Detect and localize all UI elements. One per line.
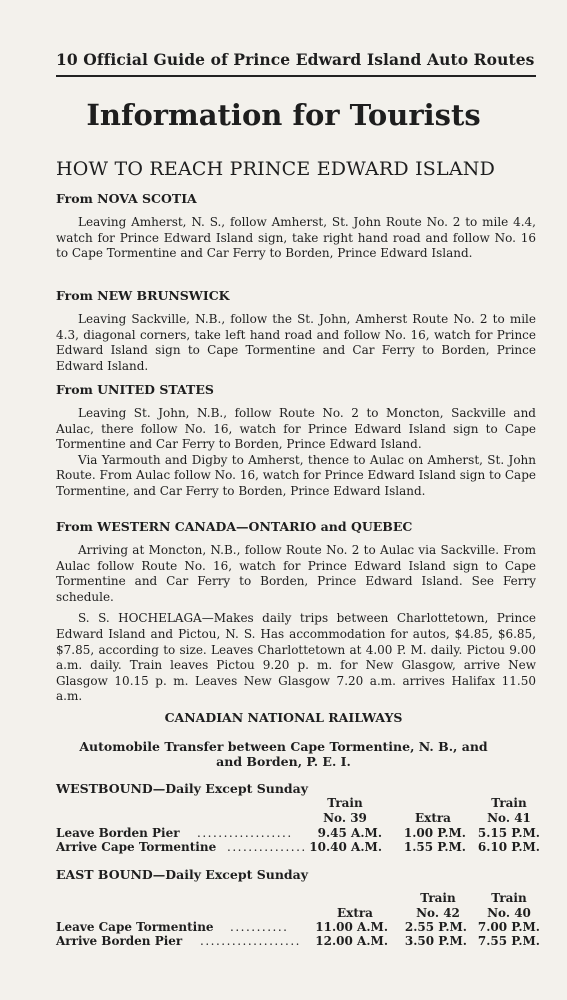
paragraph: Leaving Amherst, N. S., follow Amherst, St. John Route No. 2 to mile 4.4, watch for Prince Edward Island sign, take right hand road and follow No. 16 to Cape Tormentine and Car Ferry to Borden, Prince Edward Island. [56,215,536,261]
header-rule [56,75,536,77]
paragraph: Arriving at Moncton, N.B., follow Route No. 2 to Aulac via Sackville. From Aulac follow Route No. 16, watch for Prince Edward Island sign to Cape Tormentine and Car Ferry to Borden, Prince Edward Island. See Ferry schedule. [56,543,536,604]
time-cell: 3.50 P.M. [404,934,467,948]
col-header: Train [327,796,363,810]
time-cell: 7.55 P.M. [477,934,540,948]
paragraph: Leaving Sackville, N.B., follow the St. John, Amherst Route No. 2 to mile 4.3, diagonal corners, take left hand road and follow No. 16, watch for Prince Edward Island sign to Cape Tormentine and Car Ferry to Borden, Prince Edward Island. [56,312,536,373]
eastbound-heading: EAST BOUND—Daily Except Sunday [56,867,309,882]
leader-dots: ........... [230,920,289,934]
running-head: 10 Official Guide of Prince Edward Island Auto Routes [56,50,535,69]
time-cell: 5.15 P.M. [477,826,540,840]
col-header: No. 41 [487,811,531,825]
time-cell: 10.40 A.M. [309,840,382,854]
paragraph: Leaving St. John, N.B., follow Route No. 2 to Moncton, Sackville and Aulac, there follow No. 16, watch for Prince Edward Island sign to Cape Tormentine and Car Ferry to Borden, Prince Edward Island. [56,406,536,452]
section-heading: From NOVA SCOTIA [56,191,197,206]
time-cell: 6.10 P.M. [477,840,540,854]
page-title: Information for Tourists [86,98,481,132]
section-western-canada [56,519,536,705]
railways-subheading: Automobile Transfer between Cape Tormentine, N. B., and [79,739,488,754]
paragraph: Via Yarmouth and Digby to Amherst, thence to Aulac on Amherst, St. John Route. From Aulac follow No. 16, watch for Prince Edward Island sign to Cape Tormentine, and Car Ferry to Borden, Prince Edward Island. [56,452,536,498]
row-label: Leave Borden Pier [56,826,180,840]
paragraph-hochelaga: S. S. HOCHELAGA—Makes daily trips between Charlottetown, Prince Edward Island and Pictou, N. S. Has accommodation for autos, $4.85, $6.85, $7.85, according to size. Leaves Charlottetown at 4.00 P. M. daily. Pictou 9.00 a.m. daily. Train leaves Pictou 9.20 p. m. for New Glasgow, arrive New Glasgow 10.15 p. m. Leaves New Glasgow 7.20 a.m. arrives Halifax 11.50 a.m. [56,611,536,704]
section-nova-scotia [56,191,536,262]
section-heading: From WESTERN CANADA—ONTARIO and QUEBEC [56,519,413,534]
leader-dots: .................. [197,826,293,840]
time-cell: 1.00 P.M. [403,826,466,840]
section-heading: From UNITED STATES [56,382,214,397]
section-heading: From NEW BRUNSWICK [56,288,230,303]
time-cell: 7.00 P.M. [477,920,540,934]
col-header: Train [420,891,456,905]
row-label: Leave Cape Tormentine [56,920,214,934]
section-united-states [56,382,536,500]
time-cell: 11.00 A.M. [315,920,388,934]
railways-subheading-2: and Borden, P. E. I. [216,754,351,769]
col-header: No. 39 [323,811,367,825]
row-label: Arrive Borden Pier [56,934,183,948]
col-header: Extra [337,906,373,920]
leader-dots: ................... [200,934,301,948]
railways-heading: CANADIAN NATIONAL RAILWAYS [164,710,403,725]
leader-dots: ............... [227,840,307,854]
time-cell: 2.55 P.M. [404,920,467,934]
section-new-brunswick [56,288,536,374]
col-header: Train [491,891,527,905]
time-cell: 9.45 A.M. [317,826,382,840]
col-header: No. 40 [487,906,531,920]
col-header: Train [491,796,527,810]
page-subtitle: HOW TO REACH PRINCE EDWARD ISLAND [56,158,496,180]
time-cell: 1.55 P.M. [403,840,466,854]
col-header: No. 42 [416,906,460,920]
westbound-heading: WESTBOUND—Daily Except Sunday [56,781,309,796]
time-cell: 12.00 A.M. [315,934,388,948]
row-label: Arrive Cape Tormentine [56,840,217,854]
col-header: Extra [415,811,451,825]
